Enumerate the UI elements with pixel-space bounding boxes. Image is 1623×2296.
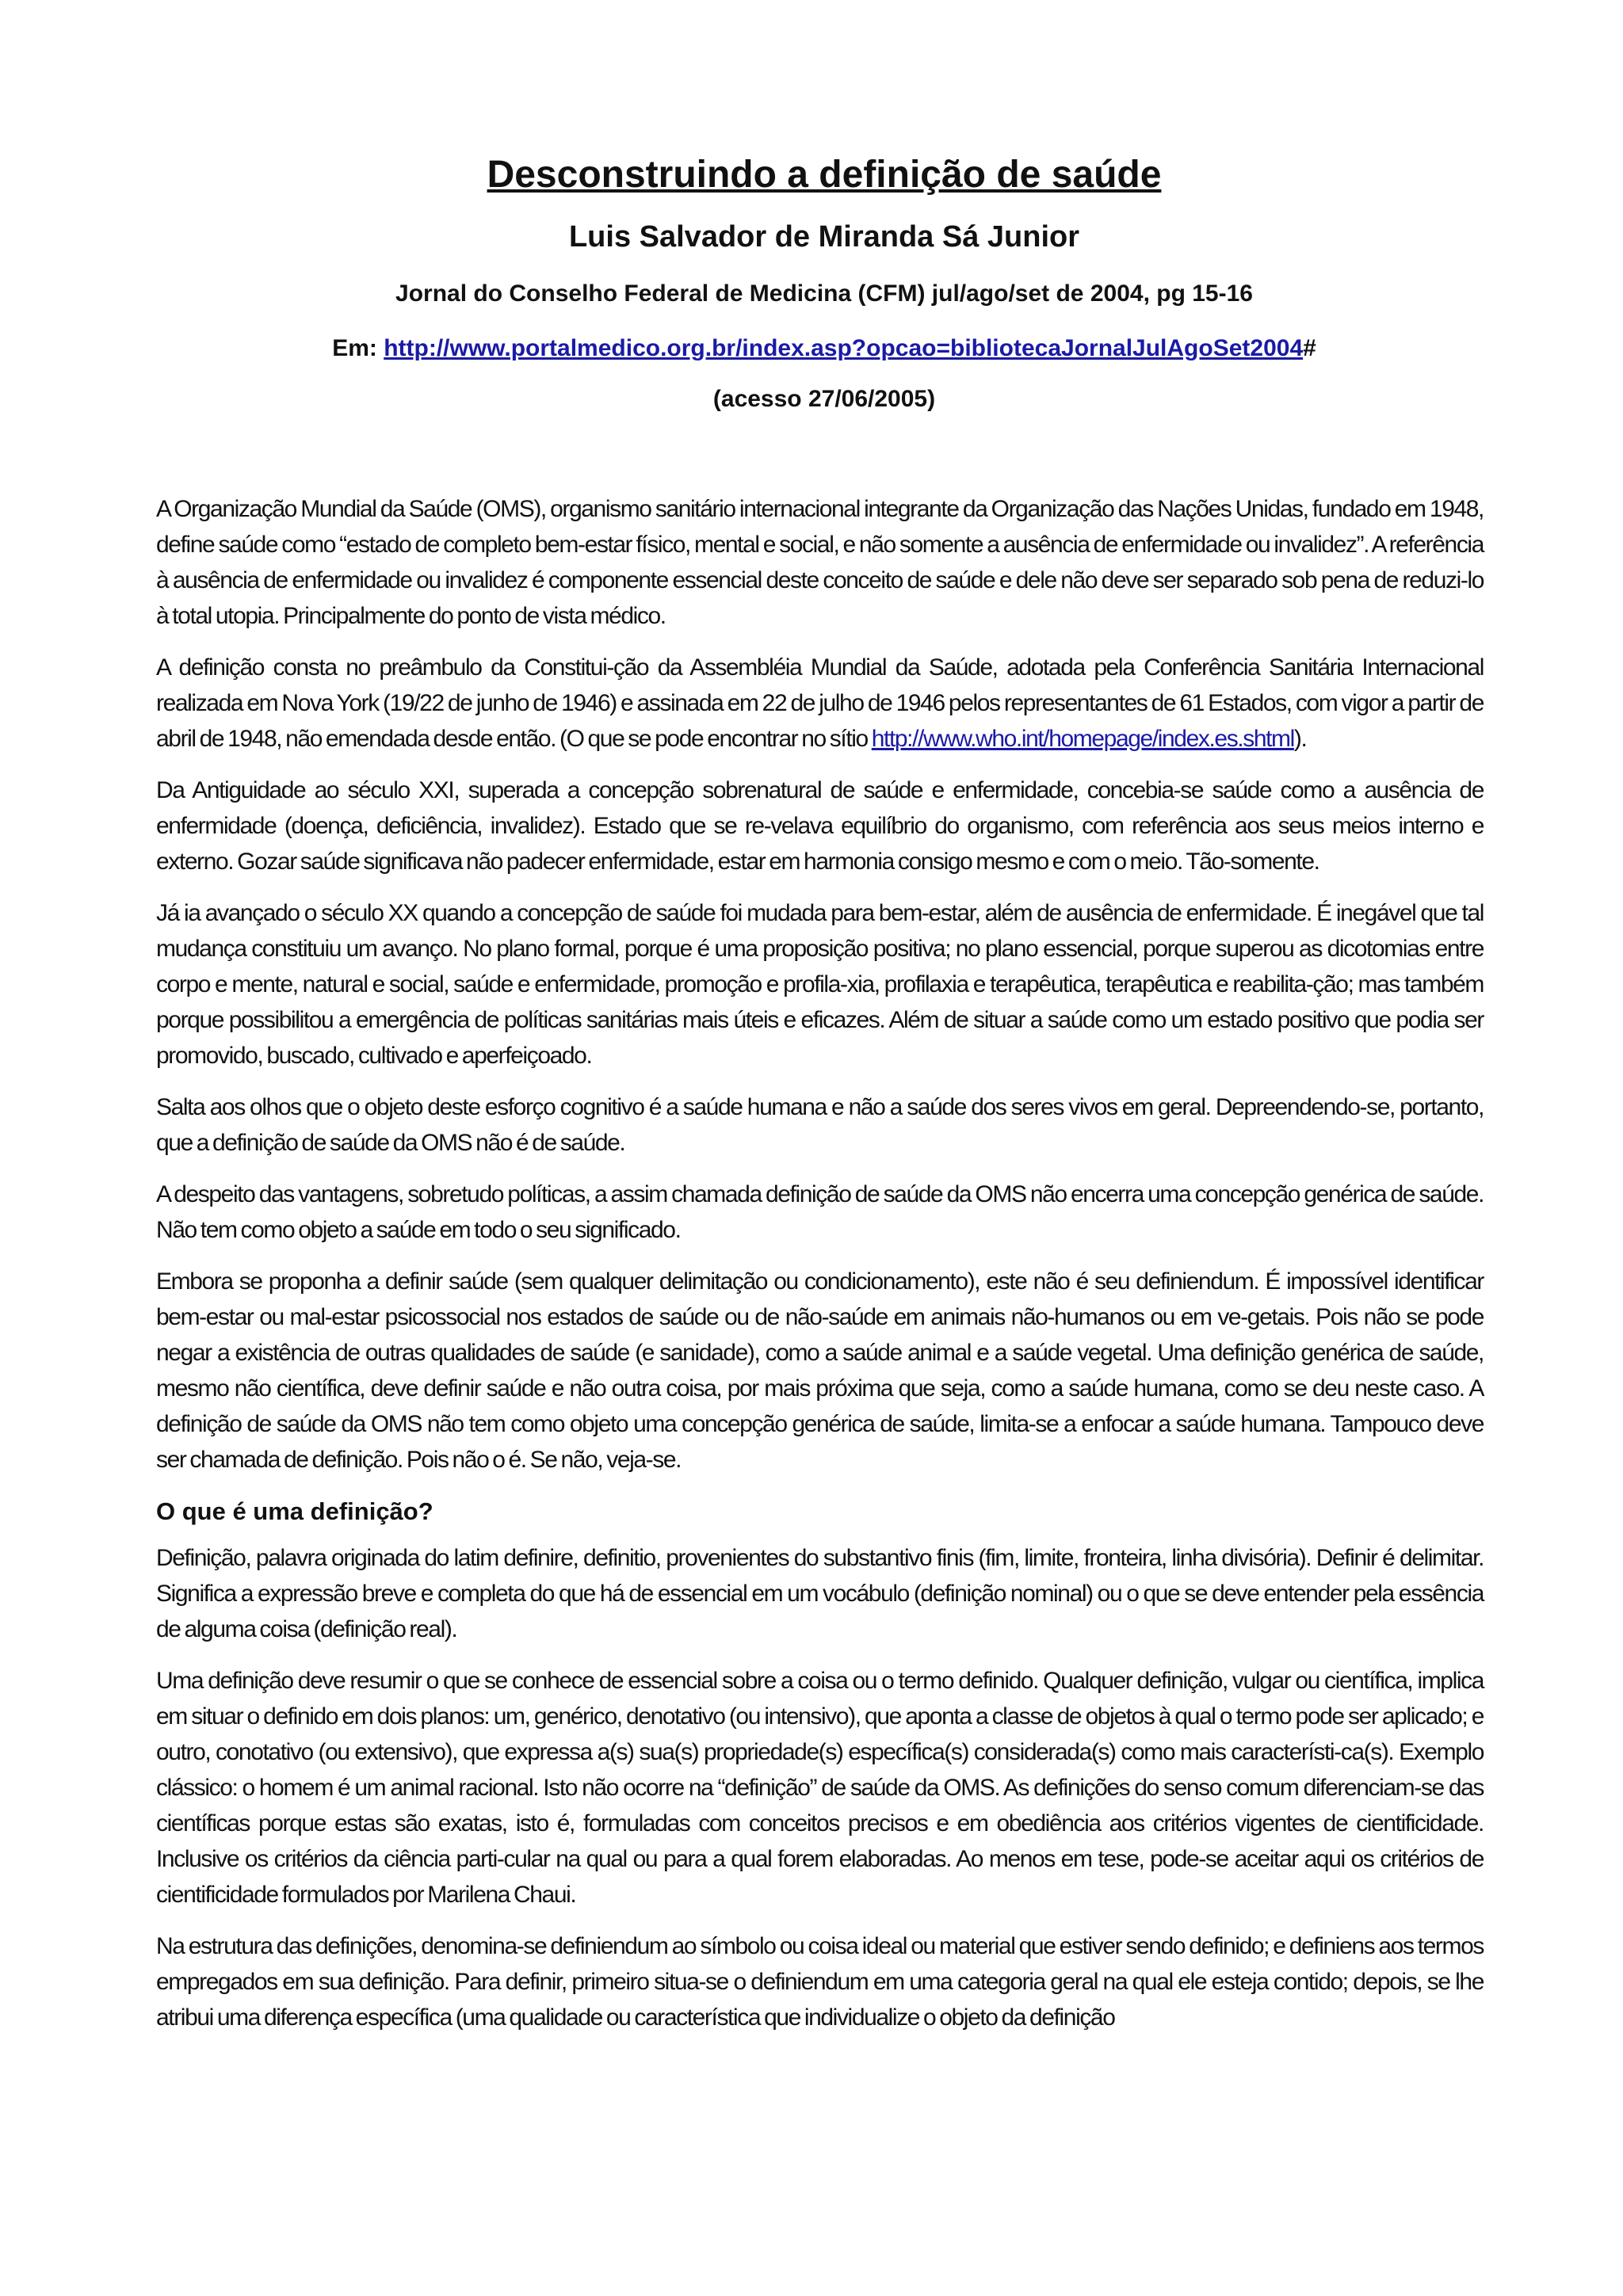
author-name: Luis Salvador de Miranda Sá Junior xyxy=(568,220,1080,254)
who-link[interactable]: http://www.who.int/homepage/index.es.shtml xyxy=(871,726,1294,752)
paragraph-2-end: ). xyxy=(1293,726,1307,752)
paragraph-7: Embora se proponha a definir saúde (sem qualquer delimitação ou condicionamento), este não é seu definiendum. É impossível identificar bem-estar ou mal-estar psicossocial nos estados de saúde ou de não-saúde em animais não-humanos ou em ve-getais. Pois não se pode negar a existência de outras qualidades de saúde (e sanidade), como a saúde animal e a saúde vegetal. Uma definição genérica de saúde, mesmo não científica, deve definir saúde e não outra coisa, por mais próxima que seja, como a saúde humana, como se deu neste caso. A definição de saúde da OMS não tem como objeto uma concepção genérica de saúde, limita-se a enfocar a saúde humana. Tampouco deve ser chamada de definição. Pois não o é. Se não, veja-se. xyxy=(156,1268,1484,1473)
source-link[interactable]: http://www.portalmedico.org.br/index.asp?opcao=bibliotecaJornalJulAgoSet2004 xyxy=(384,335,1304,361)
paragraph-6: A despeito das vantagens, sobretudo políticas, a assim chamada definição de saúde da OMS não encerra uma concepção genérica de saúde. Não tem como objeto a saúde em todo o seu significado. xyxy=(156,1181,1484,1243)
source-prefix: Em: xyxy=(332,335,384,361)
section-heading: O que é uma definição? xyxy=(156,1497,433,1525)
paragraph-4: Já ia avançado o século XX quando a concepção de saúde foi mudada para bem-estar, além de ausência de enfermidade. É inegável que tal mudança constituiu um avanço. No plano formal, porque é uma proposição positiva; no plano essencial, porque superou as dicotomias entre corpo e mente, natural e social, saúde e enfermidade, promoção e profila-xia, profilaxia e terapêutica, terapêutica e reabilita-ção; mas também porque possibilitou a emergência de políticas sanitárias mais úteis e eficazes. Além de situar a saúde como um estado positivo que podia ser promovido, buscado, cultivado e aperfeiçoado. xyxy=(156,900,1484,1069)
source-suffix: # xyxy=(1303,335,1316,361)
paragraph-9: Uma definição deve resumir o que se conhece de essencial sobre a coisa ou o termo definido. Qualquer definição, vulgar ou científica, implica em situar o definido em dois planos: um, genérico, denotativo (ou intensivo), que aponta a classe de objetos à qual o termo pode ser aplicado; e outro, conotativo (ou extensivo), que expressa a(s) sua(s) propriedade(s) específica(s) considerada(s) como mais característi-ca(s). Exemplo clássico: o homem é um animal racional. Isto não ocorre na “definição” de saúde da OMS. As definições do senso comum diferenciam-se das científicas porque estas são exatas, isto é, formuladas com conceitos precisos e em obediência aos critérios vigentes de cientificidade. Inclusive os critérios da ciência parti-cular na qual ou para a qual forem elaboradas. Ao menos em tese, pode-se aceitar aqui os critérios de cientificidade formulados por Marilena Chaui. xyxy=(156,1668,1484,1908)
paragraph-5: Salta aos olhos que o objeto deste esforço cognitivo é a saúde humana e não a saúde dos seres vivos em geral. Depreendendo-se, portanto, que a definição de saúde da OMS não é de saúde. xyxy=(156,1094,1484,1156)
paragraph-3: Da Antiguidade ao século XXI, superada a concepção sobrenatural de saúde e enfermidade, concebia-se saúde como a ausência de enfermidade (doença, deficiência, invalidez). Estado que se re-velava equilíbrio do organismo, com referência aos seus meios interno e externo. Gozar saúde significava não padecer enfermidade, estar em harmonia consigo mesmo e com o meio. Tão-somente. xyxy=(156,777,1484,875)
document-title: Desconstruindo a definição de saúde xyxy=(487,154,1162,196)
paragraph-8: Definição, palavra originada do latim definire, definitio, provenientes do substantivo finis (fim, limite, fronteira, linha divisória). Definir é delimitar. Significa a expressão breve e completa do que há de essencial em um vocábulo (definição nominal) ou o que se deve entender pela essência de alguma coisa (definição real). xyxy=(156,1545,1484,1642)
article-body xyxy=(156,491,1484,2051)
paragraph-2 xyxy=(156,650,1484,757)
paragraph-1: A Organização Mundial da Saúde (OMS), organismo sanitário internacional integrante da Organização das Nações Unidas, fundado em 1948, define saúde como “estado de completo bem-estar físico, mental e social, e não somente a ausência de enfermidade ou invalidez”. A referência à ausência de enfermidade ou invalidez é componente essencial deste conceito de saúde e dele não deve ser separado sob pena de reduzi-lo à total utopia. Principalmente do ponto de vista médico. xyxy=(156,496,1484,629)
paragraph-2-text: A definição consta no preâmbulo da Constitui-ção da Assembléia Mundial da Saúde, adotada pela Conferência Sanitária Internacional realizada em Nova York (19/22 de junho de 1946) e assinada em 22 de julho de 1946 pelos representantes de 61 Estados, com vigor a partir de abril de 1948, não emendada desde então. (O que se pode encontrar no sítio xyxy=(156,654,1484,752)
access-date: (acesso 27/06/2005) xyxy=(712,386,936,412)
journal-citation: Jornal do Conselho Federal de Medicina (CFM) jul/ago/set de 2004, pg 15-16 xyxy=(395,280,1253,307)
source-line xyxy=(158,335,1490,362)
paragraph-10: Na estrutura das definições, denomina-se definiendum ao símbolo ou coisa ideal ou material que estiver sendo definido; e definiens aos termos empregados em sua definição. Para definir, primeiro situa-se o definiendum em uma categoria geral na qual ele esteja contido; depois, se lhe atribui uma diferença específica (uma qualidade ou característica que individualize o objeto da definição xyxy=(156,1933,1484,2031)
